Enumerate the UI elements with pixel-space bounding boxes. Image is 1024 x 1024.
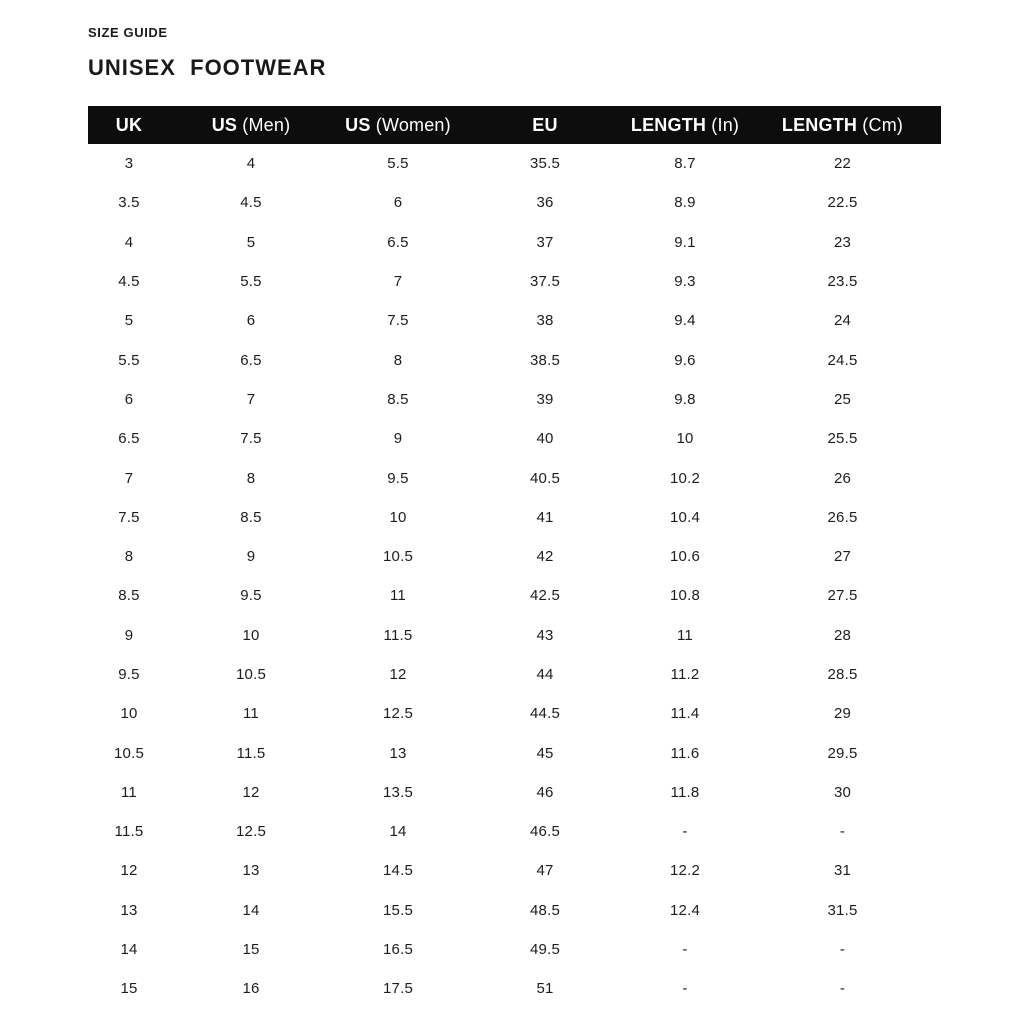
size-cell: 12.2 bbox=[670, 862, 700, 880]
size-cell: 3 bbox=[124, 155, 134, 173]
table-row bbox=[88, 301, 941, 340]
size-cell: 8 bbox=[246, 469, 256, 487]
table-row bbox=[88, 380, 941, 419]
table-row bbox=[88, 419, 941, 458]
size-cell: - bbox=[682, 823, 688, 841]
size-cell: 10.2 bbox=[670, 469, 700, 487]
size-cell: 7 bbox=[393, 273, 403, 291]
table-row bbox=[88, 576, 941, 615]
table-row bbox=[88, 458, 941, 497]
size-cell: 47 bbox=[536, 862, 554, 880]
size-cell: 11.5 bbox=[236, 744, 266, 762]
size-cell: 40 bbox=[536, 430, 554, 448]
column-header-light: (Men) bbox=[237, 114, 291, 135]
column-header-bold: US bbox=[345, 114, 371, 135]
table-row bbox=[88, 655, 941, 694]
size-cell: - bbox=[682, 980, 688, 998]
size-cell: 10 bbox=[120, 705, 138, 723]
size-cell: 6 bbox=[393, 194, 403, 212]
size-cell: 6.5 bbox=[118, 430, 140, 448]
table-row bbox=[88, 340, 941, 379]
size-cell: 11.5 bbox=[383, 626, 413, 644]
table-row bbox=[88, 733, 941, 772]
table-row bbox=[88, 262, 941, 301]
table-header bbox=[88, 106, 941, 144]
size-cell: 38 bbox=[536, 312, 554, 330]
size-cell: 11 bbox=[121, 783, 137, 801]
size-cell: 41 bbox=[536, 508, 554, 526]
size-cell: 44.5 bbox=[530, 705, 560, 723]
size-cell: 23.5 bbox=[827, 273, 858, 291]
size-cell: 10 bbox=[242, 626, 260, 644]
column-header bbox=[332, 106, 464, 144]
size-cell: 46 bbox=[536, 783, 554, 801]
size-cell: 15.5 bbox=[383, 901, 413, 919]
size-cell: 14 bbox=[389, 823, 407, 841]
size-cell: 9.4 bbox=[674, 312, 696, 330]
size-cell: 10 bbox=[676, 430, 694, 448]
size-cell: 4.5 bbox=[240, 194, 262, 212]
size-cell: 9.5 bbox=[240, 587, 262, 605]
size-cell: 5.5 bbox=[118, 351, 140, 369]
size-cell: 31 bbox=[833, 862, 852, 880]
size-cell: 10.8 bbox=[670, 587, 700, 605]
size-cell: 40.5 bbox=[530, 469, 560, 487]
size-cell: 9.6 bbox=[674, 351, 696, 369]
size-cell: 12 bbox=[242, 783, 260, 801]
size-cell: 46.5 bbox=[530, 823, 560, 841]
size-cell: 11.2 bbox=[670, 666, 700, 683]
size-cell: 13 bbox=[389, 744, 407, 762]
size-cell: 49.5 bbox=[530, 941, 560, 959]
size-cell: 42.5 bbox=[530, 587, 560, 605]
column-header-bold: US bbox=[211, 114, 238, 135]
size-cell: 29 bbox=[833, 705, 852, 723]
size-cell: 8.5 bbox=[118, 587, 140, 605]
size-cell: 8 bbox=[124, 548, 134, 566]
size-cell: 44 bbox=[536, 666, 554, 683]
table-row bbox=[88, 183, 941, 222]
size-cell: 10 bbox=[389, 508, 407, 526]
size-cell: 6 bbox=[124, 390, 134, 408]
size-cell: 27.5 bbox=[827, 587, 858, 605]
column-header bbox=[170, 106, 332, 144]
size-cell: 16.5 bbox=[383, 941, 413, 959]
size-cell: 9.5 bbox=[387, 469, 409, 487]
size-cell: 10.4 bbox=[670, 508, 700, 526]
size-cell: - bbox=[839, 980, 846, 998]
column-header bbox=[464, 106, 626, 144]
column-header-bold: EU bbox=[532, 114, 558, 135]
size-cell: 11.4 bbox=[670, 705, 700, 723]
size-cell: 6.5 bbox=[240, 351, 262, 369]
size-cell: 25.5 bbox=[827, 430, 858, 448]
table-row bbox=[88, 537, 941, 576]
size-cell: 43 bbox=[536, 626, 554, 644]
size-cell: 9.5 bbox=[118, 666, 140, 683]
size-cell: 24.5 bbox=[827, 351, 858, 369]
size-cell: 9.8 bbox=[674, 390, 696, 408]
size-cell: 26 bbox=[833, 469, 852, 487]
size-cell: 11.8 bbox=[670, 783, 700, 801]
column-header bbox=[626, 106, 744, 144]
table-row bbox=[88, 930, 941, 969]
size-cell: 5 bbox=[246, 233, 256, 251]
size-cell: 42 bbox=[536, 548, 554, 566]
size-cell: 8.9 bbox=[674, 194, 696, 212]
size-cell: 7.5 bbox=[118, 508, 140, 526]
size-cell: 48.5 bbox=[530, 901, 560, 919]
size-cell: 37.5 bbox=[530, 273, 560, 291]
size-cell: 15 bbox=[242, 941, 260, 959]
size-cell: 12 bbox=[120, 862, 138, 880]
size-cell: 9.1 bbox=[674, 233, 696, 251]
size-cell: 7 bbox=[246, 390, 256, 408]
size-guide-table bbox=[88, 106, 941, 1009]
size-cell: 11 bbox=[677, 626, 693, 644]
size-cell: 9 bbox=[124, 626, 134, 644]
size-cell: 10.5 bbox=[383, 548, 413, 566]
size-cell: 8.5 bbox=[240, 508, 262, 526]
column-header-light: (In) bbox=[706, 114, 740, 135]
size-cell: 11 bbox=[390, 587, 406, 605]
size-cell: 11.5 bbox=[114, 823, 144, 841]
size-cell: 15 bbox=[120, 980, 138, 998]
size-cell: 5 bbox=[124, 312, 134, 330]
size-cell: 25 bbox=[833, 390, 852, 408]
size-cell: 10.6 bbox=[670, 548, 700, 566]
table-row bbox=[88, 498, 941, 537]
size-cell: 12 bbox=[389, 666, 407, 683]
table-header-row bbox=[88, 106, 941, 144]
column-header-light: (Cm) bbox=[857, 114, 904, 135]
size-cell: 5.5 bbox=[240, 273, 262, 291]
size-cell: 17.5 bbox=[383, 980, 413, 998]
table-row bbox=[88, 223, 941, 262]
table-row bbox=[88, 812, 941, 851]
size-cell: 23 bbox=[833, 233, 852, 251]
size-cell: - bbox=[682, 941, 688, 959]
size-cell: 31.5 bbox=[827, 901, 858, 919]
size-cell: 28.5 bbox=[827, 666, 858, 683]
size-cell: 13 bbox=[242, 862, 260, 880]
size-cell: 7 bbox=[124, 469, 134, 487]
table-row bbox=[88, 616, 941, 655]
column-header-bold: LENGTH bbox=[630, 114, 707, 135]
size-cell: 5.5 bbox=[387, 155, 409, 173]
size-cell: 8 bbox=[393, 351, 403, 369]
table-row bbox=[88, 969, 941, 1008]
column-header-bold: UK bbox=[115, 114, 143, 135]
column-header-bold: LENGTH bbox=[781, 114, 858, 135]
column-header bbox=[88, 106, 170, 144]
size-cell: 8.7 bbox=[674, 155, 696, 173]
size-cell: 16 bbox=[242, 980, 260, 998]
size-cell: 9 bbox=[393, 430, 403, 448]
size-cell: 22 bbox=[833, 155, 852, 173]
size-cell: 9 bbox=[246, 548, 256, 566]
size-cell: 27 bbox=[833, 548, 852, 566]
size-cell: 14 bbox=[120, 941, 138, 959]
table-row bbox=[88, 851, 941, 890]
size-cell: 11 bbox=[243, 705, 259, 723]
size-cell: 35.5 bbox=[530, 155, 560, 173]
size-cell: 7.5 bbox=[240, 430, 262, 448]
size-cell: 30 bbox=[833, 783, 852, 801]
size-cell: 8.5 bbox=[387, 390, 409, 408]
size-cell: 3.5 bbox=[118, 194, 140, 212]
size-cell: 36 bbox=[536, 194, 554, 212]
column-header-light: (Women) bbox=[370, 114, 451, 135]
size-cell: 9.3 bbox=[674, 273, 696, 291]
size-cell: 28 bbox=[833, 626, 852, 644]
size-cell: 51 bbox=[536, 980, 554, 998]
table-row bbox=[88, 144, 941, 183]
size-cell: 10.5 bbox=[114, 744, 144, 762]
size-cell: 39 bbox=[536, 390, 554, 408]
size-cell: 4 bbox=[246, 155, 256, 173]
size-cell: 13 bbox=[120, 901, 138, 919]
size-cell: 29.5 bbox=[827, 744, 858, 762]
size-cell: 14.5 bbox=[383, 862, 413, 880]
size-cell: 6.5 bbox=[387, 233, 409, 251]
size-cell: 22.5 bbox=[827, 194, 858, 212]
size-cell: 11.6 bbox=[670, 744, 700, 762]
size-cell: 38.5 bbox=[530, 351, 560, 369]
size-cell: 45 bbox=[536, 744, 554, 762]
size-table-body bbox=[88, 144, 941, 1009]
eyebrow-label: SIZE GUIDE bbox=[88, 25, 168, 40]
size-cell: 12.5 bbox=[383, 705, 413, 723]
size-cell: 12.5 bbox=[236, 823, 266, 841]
size-cell: 24 bbox=[833, 312, 852, 330]
table-row bbox=[88, 694, 941, 733]
size-cell: 37 bbox=[536, 233, 554, 251]
size-cell: 12.4 bbox=[670, 901, 700, 919]
size-cell: - bbox=[839, 941, 846, 959]
table-row bbox=[88, 891, 941, 930]
size-cell: 26.5 bbox=[827, 508, 858, 526]
size-cell: 14 bbox=[242, 901, 260, 919]
size-cell: 6 bbox=[246, 312, 256, 330]
size-cell: 4.5 bbox=[118, 273, 140, 291]
column-header bbox=[744, 106, 941, 144]
size-cell: 7.5 bbox=[387, 312, 409, 330]
size-cell: - bbox=[839, 823, 846, 841]
size-cell: 4 bbox=[124, 233, 134, 251]
size-cell: 13.5 bbox=[383, 783, 413, 801]
page-title: UNISEX FOOTWEAR bbox=[88, 55, 327, 80]
table-row bbox=[88, 773, 941, 812]
size-cell: 10.5 bbox=[236, 666, 266, 683]
